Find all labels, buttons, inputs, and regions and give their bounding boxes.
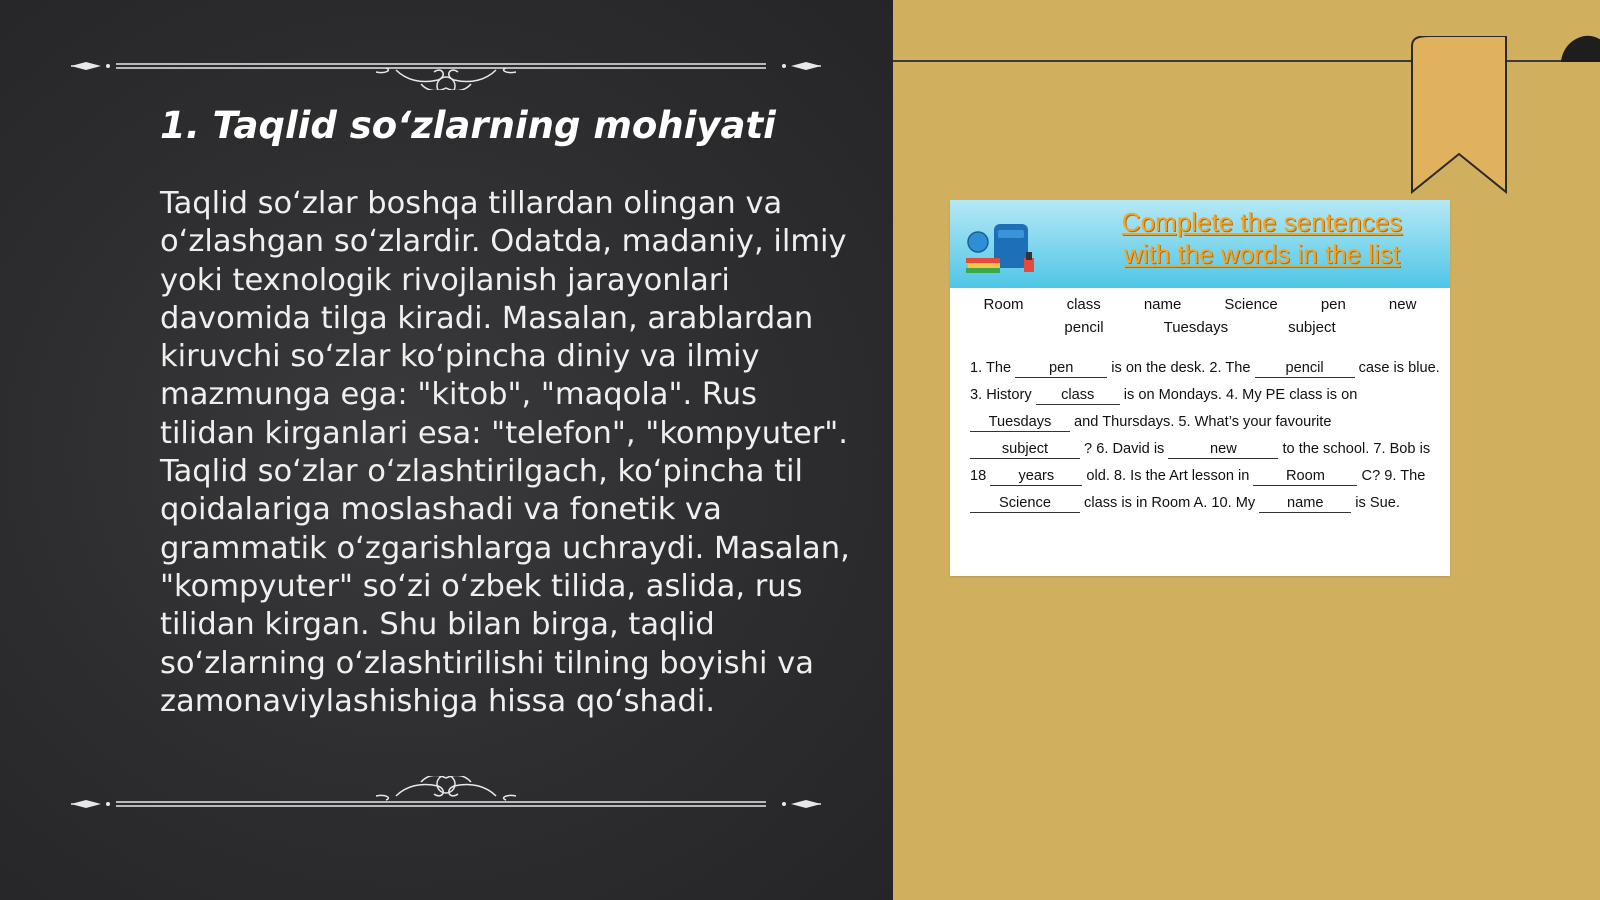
wordbank-word: subject [1288,319,1336,336]
sentence-text: C? 9. The [1357,468,1426,484]
bottom-ornament-divider [66,776,826,826]
top-ornament-divider [66,40,826,90]
wordbank-word: Science [1224,296,1278,313]
wordbank-word: new [1388,296,1417,313]
answer-blank: class [1036,386,1120,405]
wordbank-word: class [1066,296,1101,313]
sentence-text: is on Mondays. 4. My PE class is on [1119,387,1358,403]
worksheet-header [950,200,1450,288]
worksheet-title-line2: with the words in the list [1123,239,1400,269]
wordbank-row-1 [950,296,1450,313]
answer-blank: pen [1015,359,1107,378]
sentence-text: class is in Room A. 10. My [1080,495,1260,511]
slide-body-text: Taqlid so‘zlar boshqa tillardan olingan va o‘zlashgan so‘zlardir. Odatda, madaniy, ilmiy yoki texnologik rivojlanish jarayonlari davomida tilga kiradi. Masalan, arablardan kiruvchi so‘zlar ko‘pincha diniy va ilmiy mazmunga ega: "kitob", "maqola". Rus tilidan kirganlari esa: "telefon", "kompyuter". Taqlid so‘zlar o‘zlashtirilgach, ko‘pincha til qoidalariga moslashadi va fonetik va grammatik o‘zgarishlarga uchraydi. Masalan, "kompyuter" so‘zi o‘zbek tilida, aslida, rus tilidan kirgan. Shu bilan birga, taqlid so‘zlarning o‘zlashtirilishi tilning boyishi va zamonaviylashishiga hissa qo‘shadi. [160,186,850,719]
wordbank-word: Tuesdays [1163,319,1229,336]
answer-blank: Tuesdays [970,413,1070,432]
worksheet-title [1102,206,1422,270]
wordbank-word: pen [1320,296,1346,313]
wordbank-word: pencil [1064,319,1104,336]
answer-blank: years [990,467,1082,486]
answer-blank: Science [970,494,1080,513]
school-supplies-icon [964,218,1039,278]
slide-right-panel [893,0,1600,900]
sentence-text: and Thursdays. 5. What’s your favourite [1070,414,1332,430]
answer-blank: subject [970,440,1080,459]
slide-title: 1. Taqlid so‘zlarning mohiyati [160,104,776,147]
wordbank-word: name [1143,296,1182,313]
answer-blank: Room [1253,467,1357,486]
wordbank-row-2 [950,319,1450,336]
sentence-text: 1. The [970,360,1016,376]
answer-blank: pencil [1255,359,1355,378]
bookmark-cap [1561,34,1600,64]
bookmark-ribbon-icon [1410,36,1510,196]
sentence-text: ? 6. David is [1080,441,1169,457]
worksheet-title-line1: Complete the sentences [1121,207,1403,237]
wordbank-word: Room [983,296,1024,313]
sentence-text: case is blue. 3. History [970,360,1440,403]
worksheet-image [950,200,1450,576]
sentence-text: is on the desk. 2. The [1107,360,1255,376]
answer-blank: name [1259,494,1351,513]
sentence-text: to the school. 7. Bob is 18 [970,441,1431,484]
sentence-text: old. 8. Is the Art lesson in [1082,468,1254,484]
sentence-text: is Sue. [1351,495,1400,511]
worksheet-sentences [970,355,1440,517]
answer-blank: new [1168,440,1278,459]
